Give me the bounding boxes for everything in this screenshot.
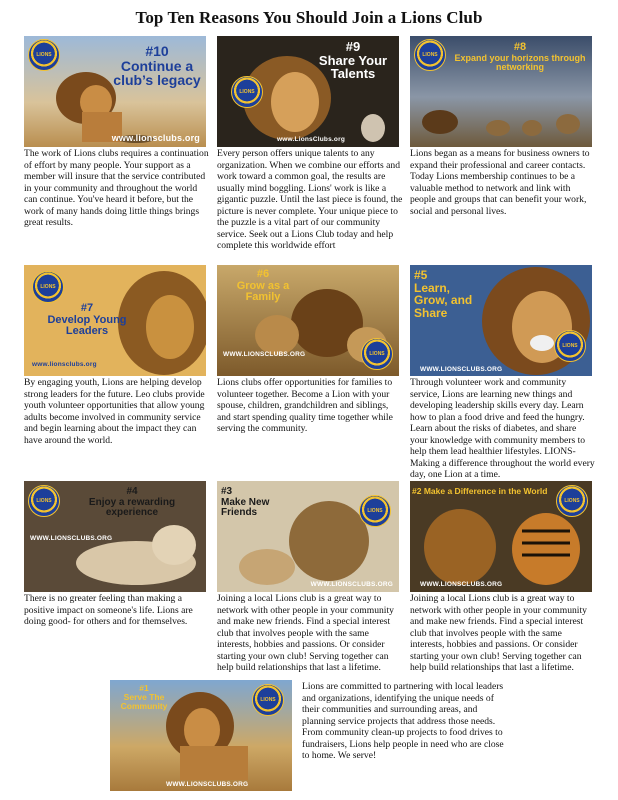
website-url: WWW.LIONSCLUBS.ORG <box>166 781 249 788</box>
poster-9 <box>217 36 399 147</box>
reason-headline: Serve The Community <box>120 691 168 711</box>
reason-card-10 <box>24 36 210 229</box>
lions-emblem-icon: LIONS <box>252 684 284 716</box>
reason-headline: Make a Difference in the World <box>423 486 548 496</box>
reason-number: #4 <box>126 486 138 497</box>
lions-emblem-icon: LIONS <box>414 39 446 71</box>
reason-description: Joining a local Lions club is a great way to network with other people in your community and make new friends. Find a special interest club that involves people with the same interests, hobbies and passions. Or consider starting your own club! Serving together can help build relationships that last a lifetime. <box>410 593 587 673</box>
reason-description: Lions began as a means for business owners to expand their professional and career contacts. Today Lions membership continues to be a valuable method to network and link with people and groups that can benefit your work, social and personal lives. <box>410 148 590 217</box>
poster-5 <box>410 265 592 376</box>
reason-headline: Continue a club’s legacy <box>113 57 201 89</box>
reason-description: Joining a local Lions club is a great way to network with other people in your community and make new friends. Find a special interest club that involves people with the same interests, hobbies and passions. Or consider starting your own club! Serving together can help build relationships that last a lifetime. <box>217 593 394 673</box>
website-url: www.LionsClubs.org <box>277 136 345 143</box>
website-url: WWW.LIONSCLUBS.ORG <box>420 366 503 373</box>
reason-headline: Share Your Talents <box>318 52 388 82</box>
reason-card-8 <box>410 36 596 217</box>
reason-number: #10 <box>145 43 169 59</box>
reason-card-3 <box>217 481 403 674</box>
reason-description: Every person offers unique talents to any organization. When we combine our efforts and work toward a common goal, the results are usually mind boggling. Lions' work is like a gigantic puzzle. Until the last piece is found, the picture is never complete. Your unique piece to the puzzle is a vital part of our community service. Seek out a Lions Club today and help complete this worldwide effort <box>217 148 403 251</box>
lions-emblem-icon: LIONS <box>554 330 586 362</box>
lions-emblem-icon: LIONS <box>231 76 263 108</box>
reason-number: #6 <box>256 268 270 280</box>
poster-10 <box>24 36 206 147</box>
reason-headline: Make New Friends <box>221 496 270 518</box>
poster-4 <box>24 481 206 592</box>
lions-emblem-icon: LIONS <box>32 271 64 303</box>
poster-3 <box>217 481 399 592</box>
reason-headline: Learn, Grow, and Share <box>414 280 473 320</box>
reason-number: #8 <box>513 41 527 53</box>
website-url: WWW.LIONSCLUBS.ORG <box>30 535 113 542</box>
reason-card-4 <box>24 481 210 628</box>
poster-6 <box>217 265 399 376</box>
lions-emblem-icon: LIONS <box>361 338 393 370</box>
reason-number: #5 <box>414 268 428 282</box>
poster-7 <box>24 265 206 376</box>
website-url: www.lionsclubs.org <box>32 361 97 368</box>
reason-number: #7 <box>80 302 94 314</box>
reason-description: Lions are committed to partnering with local leaders and organizations, identifying the unique needs of their communities and surrounding areas, and planning service projects that address those needs. From community clean-up projects to food drives to fundraisers, Lions help people in need who are close to home. We serve! <box>302 681 504 761</box>
reason-headline: Develop Young Leaders <box>47 313 127 338</box>
page-title: Top Ten Reasons You Should Join a Lions Club <box>135 8 483 27</box>
poster-8 <box>410 36 592 147</box>
lions-emblem-icon: LIONS <box>359 495 391 527</box>
reason-headline: Grow as a Family <box>236 279 290 304</box>
reason-number: #9 <box>345 39 361 54</box>
reason-number: #1 <box>139 683 149 693</box>
website-url: WWW.LIONSCLUBS.ORG <box>310 581 393 588</box>
reason-number: #3 <box>221 486 233 497</box>
reason-description: Lions clubs offer opportunities for families to volunteer together. Become a Lion with your spouse, children, grandchildren and siblings, and start spending quality time together while serving the community. <box>217 377 393 434</box>
reason-headline: Expand your horizons through networking <box>454 52 586 72</box>
website-url: WWW.LIONSCLUBS.ORG <box>420 581 503 588</box>
reason-number: #2 <box>412 486 422 496</box>
reason-description: The work of Lions clubs requires a continuation of effort by many people. Your support as a member will insure that the service contributed in your community and throughout the world can continue. You've heard it before, but the work of many hands doing little things brings great results. <box>24 148 209 228</box>
reason-description: Through volunteer work and community service, Lions are learning new things and developing leadership skills every day. Learn how to plan a food drive and feed the hungry. Learn about the risks of diabetes, and share your knowledge with community members to help them lead healthier lifestyles. LIONS- Making a difference throughout the world every day, one Lion at a time. <box>410 377 595 480</box>
lions-emblem-icon: LIONS <box>28 485 60 517</box>
reason-description: There is no greater feeling than making a positive impact on someone's life. Lions are doing good- for others and for themselves. <box>24 593 193 627</box>
reason-headline: Enjoy a rewarding experience <box>88 496 176 518</box>
poster-1 <box>110 680 292 791</box>
website-url: WWW.LIONSCLUBS.ORG <box>223 351 306 358</box>
lions-emblem-icon: LIONS <box>556 485 588 517</box>
reason-card-2 <box>410 481 596 674</box>
reason-card-6 <box>217 265 403 435</box>
reason-card-5 <box>410 265 596 481</box>
reason-card-7 <box>24 265 210 446</box>
lions-emblem-icon: LIONS <box>28 39 60 71</box>
reason-description: By engaging youth, Lions are helping develop strong leaders for the future. Leo clubs provide youth volunteer opportunities that allow young adults become involved in community service and begin learning about the impact they can have around the world. <box>24 377 205 446</box>
poster-2 <box>410 481 592 592</box>
website-url: www.lionsclubs.org <box>111 133 200 143</box>
reason-card-9 <box>217 36 403 252</box>
